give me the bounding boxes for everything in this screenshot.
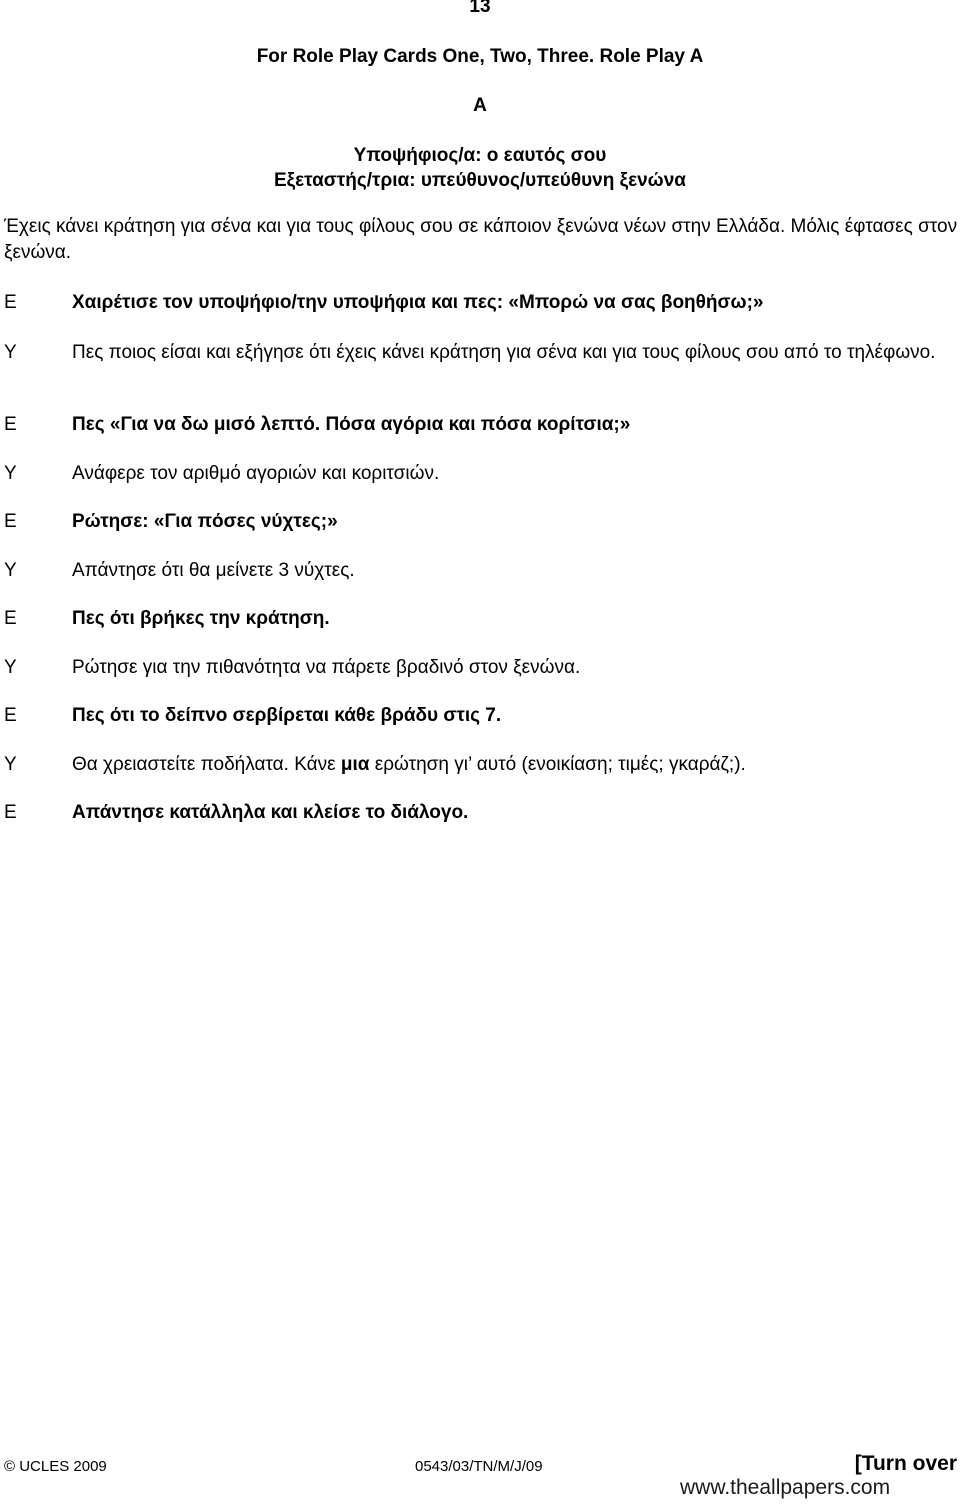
- scenario-intro: Έχεις κάνει κράτηση για σένα και για τους φίλους σου σε κάποιον ξενώνα νέων στην Ελλάδα. Μόλις έφτασες στον ξενώνα.: [4, 216, 958, 263]
- role-play-label: A: [473, 95, 487, 116]
- speaker-label: Y: [4, 754, 17, 775]
- speaker-label: E: [4, 705, 17, 726]
- dialogue-text: Ανάφερε τον αριθμό αγοριών και κοριτσιών.: [72, 463, 440, 484]
- speaker-label: E: [4, 511, 17, 532]
- speaker-label: Y: [4, 560, 17, 581]
- website-link[interactable]: www.theallpapers.com: [680, 1476, 891, 1499]
- paper-code: 0543/03/TN/M/J/09: [415, 1458, 543, 1475]
- dialogue-text: Πες ποιος είσαι και εξήγησε ότι έχεις κάνει κράτηση για σένα και για τους φίλους σου από το τηλέφωνο.: [72, 342, 936, 363]
- examiner-role: Εξεταστής/τρια: υπεύθυνος/υπεύθυνη ξενώνα: [274, 170, 686, 191]
- dialogue-text: Θα χρειαστείτε ποδήλατα. Κάνε μια ερώτηση γι’ αυτό (ενοικίαση; τιμές; γκαράζ;).: [72, 754, 746, 775]
- dialogue-text: Πες «Για να δω μισό λεπτό. Πόσα αγόρια και πόσα κορίτσια;»: [72, 414, 631, 435]
- speaker-label: E: [4, 292, 17, 313]
- copyright-notice: © UCLES 2009: [4, 1458, 107, 1475]
- turn-over-label: [Turn over: [854, 1452, 957, 1475]
- dialogue-text: Ρώτησε για την πιθανότητα να πάρετε βραδινό στον ξενώνα.: [72, 657, 581, 678]
- dialogue-text: Απάντησε ότι θα μείνετε 3 νύχτες.: [72, 560, 355, 581]
- speaker-label: E: [4, 802, 17, 823]
- dialogue-text: Χαιρέτισε τον υποψήφιο/την υποψήφια και πες: «Μπορώ να σας βοηθήσω;»: [72, 292, 764, 313]
- speaker-label: Y: [4, 342, 17, 363]
- candidate-role: Υποψήφιος/α: ο εαυτός σου: [353, 145, 607, 166]
- emphasis-word: μια: [340, 754, 370, 775]
- dialogue-text: Ρώτησε: «Για πόσες νύχτες;»: [72, 511, 338, 532]
- speaker-label: Y: [4, 657, 17, 678]
- dialogue-text: Πες ότι το δείπνο σερβίρεται κάθε βράδυ στις 7.: [72, 705, 502, 726]
- speaker-label: E: [4, 608, 17, 629]
- page-title: For Role Play Cards One, Two, Three. Role Play A: [256, 46, 704, 67]
- speaker-label: E: [4, 414, 17, 435]
- page-number: 13: [469, 0, 491, 17]
- speaker-label: Y: [4, 463, 17, 484]
- dialogue-text: Απάντησε κατάλληλα και κλείσε το διάλογο.: [72, 802, 469, 823]
- dialogue-text: Πες ότι βρήκες την κράτηση.: [72, 608, 330, 629]
